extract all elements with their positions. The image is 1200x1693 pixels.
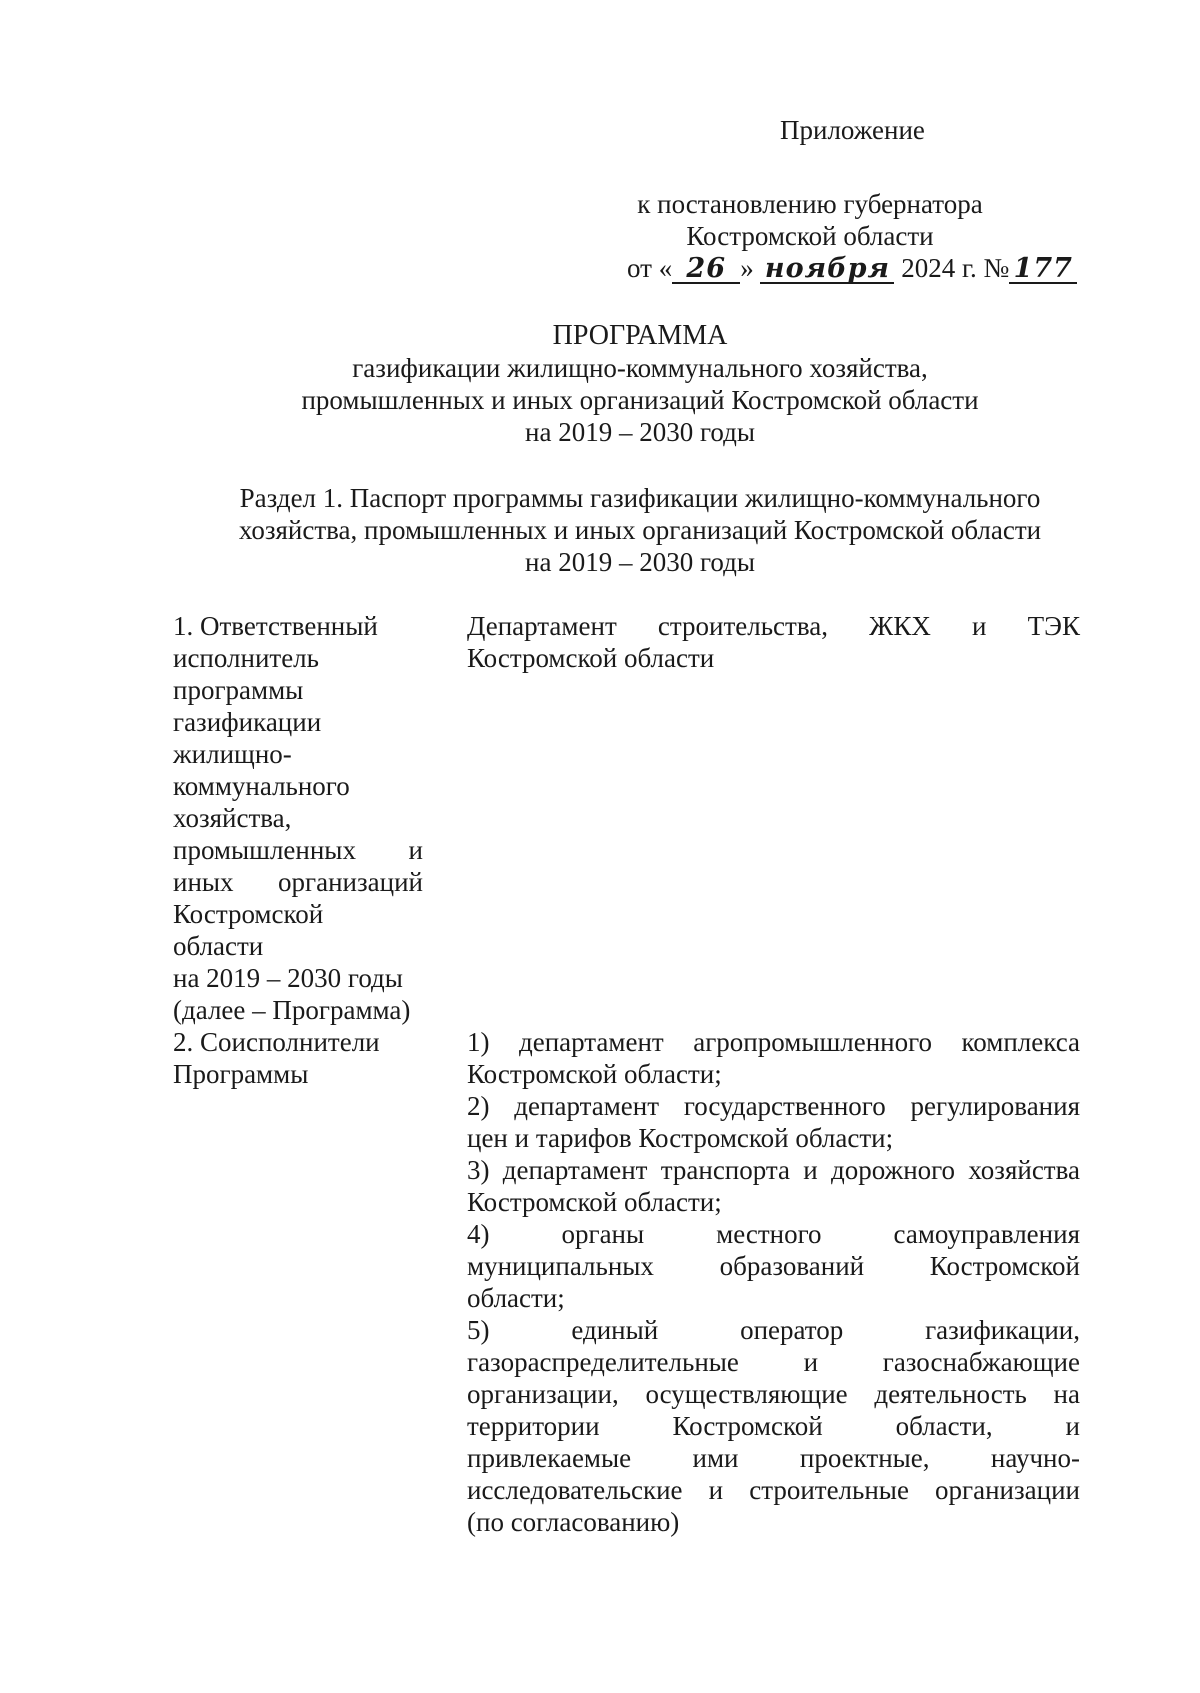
row-1-label-line: жилищно- <box>173 739 292 769</box>
coexecutor-line: территории Костромской области, и <box>467 1411 1080 1441</box>
section-title-line-3: на 2019 – 2030 годы <box>525 547 755 577</box>
row-1-label-line: на 2019 – 2030 годы <box>173 963 403 993</box>
coexecutor-line: организации, осуществляющие деятельность на <box>467 1379 1080 1409</box>
row-1-label-line: исполнитель <box>173 643 319 673</box>
coexecutor-line: области; <box>467 1283 565 1313</box>
handwritten-month: ноября <box>760 256 894 284</box>
row-1-label-line: промышленных и <box>173 835 423 865</box>
program-title-line-1: газификации жилищно-коммунального хозяйства, <box>352 353 928 383</box>
date-year: 2024 г. № <box>901 253 1010 283</box>
row-1-label-line: коммунального <box>173 771 350 801</box>
section-title-line-1: Раздел 1. Паспорт программы газификации жилищно-коммунального <box>239 483 1041 513</box>
row-1-value-line: Департамент строительства, ЖКХ и ТЭК <box>467 611 1080 641</box>
coexecutor-line: исследовательские и строительные организации <box>467 1475 1080 1505</box>
row-1-label-line: (далее – Программа) <box>173 995 411 1025</box>
coexecutor-line: (по согласованию) <box>467 1507 680 1537</box>
row-1-label-line: иных организаций <box>173 867 423 897</box>
coexecutor-line: муниципальных образований Костромской <box>467 1251 1080 1281</box>
coexecutor-line: цен и тарифов Костромской области; <box>467 1123 894 1153</box>
coexecutor-item <box>467 1154 1080 1218</box>
row-2-label-line: Программы <box>173 1059 309 1089</box>
program-title <box>150 320 1130 448</box>
coexecutor-item <box>467 1090 1080 1154</box>
decree-date-line <box>627 252 1080 284</box>
coexecutor-line: Костромской области; <box>467 1059 722 1089</box>
date-mid: » <box>740 253 754 283</box>
row-1-label-line: Костромской <box>173 899 324 929</box>
coexecutor-line: 4) органы местного самоуправления <box>467 1219 1080 1249</box>
decree-line-1: к постановлению губернатора <box>637 189 983 219</box>
section-title-line-2: хозяйства, промышленных и иных организаций Костромской области <box>238 515 1042 545</box>
appendix-label: Приложение <box>780 115 925 145</box>
handwritten-day: 26 <box>672 256 740 284</box>
coexecutor-line: 5) единый оператор газификации, <box>467 1315 1080 1345</box>
row-1-label-line: программы <box>173 675 304 705</box>
row-1-label-line: 1. Ответственный <box>173 611 378 641</box>
row-2-value <box>467 1026 1080 1538</box>
row-2-label-line: 2. Соисполнители <box>173 1027 380 1057</box>
row-1-value <box>467 610 1080 674</box>
coexecutor-line: 2) департамент государственного регулирования <box>467 1091 1080 1121</box>
row-1-label <box>173 610 423 1026</box>
coexecutor-line: газораспределительные и газоснабжающие <box>467 1347 1080 1377</box>
passport-row-responsible <box>173 610 1080 1026</box>
row-1-label-line: хозяйства, <box>173 803 292 833</box>
program-title-line-3: на 2019 – 2030 годы <box>525 417 755 447</box>
program-title-line-2: промышленных и иных организаций Костромской области <box>301 385 979 415</box>
decree-line-2: Костромской области <box>686 221 934 251</box>
coexecutor-item <box>467 1314 1080 1538</box>
passport-table <box>173 610 1080 1546</box>
handwritten-number: 177 <box>1009 256 1077 284</box>
program-heading: ПРОГРАММА <box>552 320 728 351</box>
section-title <box>150 482 1130 578</box>
row-1-label-line: газификации <box>173 707 322 737</box>
coexecutor-line: Костромской области; <box>467 1187 722 1217</box>
decree-reference <box>580 188 1080 284</box>
coexecutor-line: 3) департамент транспорта и дорожного хозяйства <box>467 1155 1080 1185</box>
row-1-value-line: Костромской области <box>467 643 715 673</box>
coexecutor-line: 1) департамент агропромышленного комплекса <box>467 1027 1080 1057</box>
date-prefix: от « <box>627 253 673 283</box>
coexecutor-item <box>467 1026 1080 1090</box>
row-1-label-line: области <box>173 931 264 961</box>
coexecutor-item <box>467 1218 1080 1314</box>
coexecutor-line: привлекаемые ими проектные, научно- <box>467 1443 1080 1473</box>
row-2-label <box>173 1026 423 1090</box>
passport-row-coexecutors <box>173 1026 1080 1546</box>
